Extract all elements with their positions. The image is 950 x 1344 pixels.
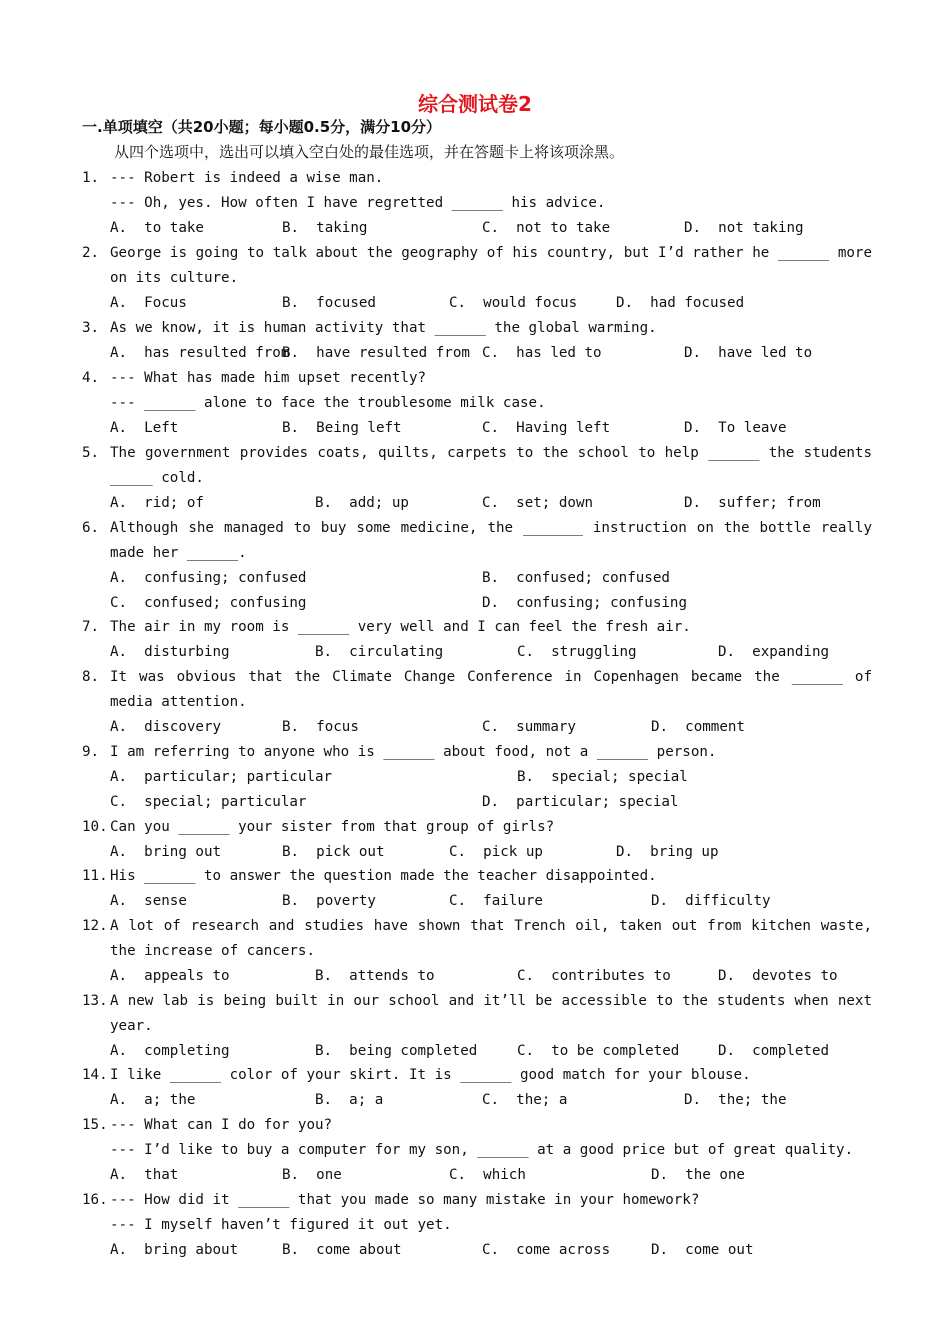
option-d: D. had focused <box>616 295 745 311</box>
question-stem: I am referring to anyone who is ______ about food, not a ______ person. <box>110 744 717 760</box>
question-stem: The air in my room is ______ very well and I can feel the fresh air. <box>110 619 691 635</box>
question-14 <box>82 1063 872 1113</box>
option-c: C. come across <box>482 1242 611 1258</box>
option-b: B. focused <box>282 295 376 311</box>
options-row <box>82 1163 872 1188</box>
question-number: 16. <box>82 1192 108 1208</box>
option-b: B. being completed <box>315 1043 478 1059</box>
question-stem: Although she managed to buy some medicine, the _______ instruction on the bottle really made her ______. <box>110 520 881 561</box>
question-number <box>82 191 110 216</box>
options-row <box>82 1039 872 1064</box>
options-row <box>82 216 872 241</box>
option-a: A. particular; particular <box>110 769 333 785</box>
question-stem: Can you ______ your sister from that group of girls? <box>110 819 555 835</box>
option-b: B. have resulted from <box>282 345 470 361</box>
options-row <box>82 566 872 591</box>
question-dialog-line: --- What can I do for you? <box>110 1117 333 1133</box>
option-b: B. focus <box>282 719 359 735</box>
option-a: A. completing <box>110 1043 230 1059</box>
option-a: A. discovery <box>110 719 222 735</box>
question-stem: The government provides coats, quilts, carpets to the school to help ______ the students _____ cold. <box>110 445 881 486</box>
question-dialog-line: --- Robert is indeed a wise man. <box>110 170 384 186</box>
option-d: D. bring up <box>616 844 719 860</box>
question-stem: His ______ to answer the question made the teacher disappointed. <box>110 868 657 884</box>
option-d: D. confusing; confusing <box>482 595 687 611</box>
option-c: C. special; particular <box>110 794 307 810</box>
options-row <box>82 1088 872 1113</box>
options-row <box>82 790 872 815</box>
option-a: A. bring about <box>110 1242 239 1258</box>
option-c: C. not to take <box>482 220 611 236</box>
question-5 <box>82 441 881 516</box>
question-number: 10. <box>82 819 108 835</box>
option-d: D. devotes to <box>718 968 838 984</box>
instruction-text: 从四个选项中，选出可以填入空白处的最佳选项，并在答题卡上将该项涂黑。 <box>114 143 625 161</box>
question-dialog-line: --- ______ alone to face the troublesome milk case. <box>110 395 546 411</box>
question-number: 3. <box>82 320 100 336</box>
options-row <box>82 964 872 989</box>
question-number <box>82 1213 110 1238</box>
option-c: C. would focus <box>449 295 578 311</box>
options-row <box>82 591 872 616</box>
option-c: C. summary <box>482 719 576 735</box>
question-dialog-line: --- What has made him upset recently? <box>110 370 427 386</box>
options-row <box>82 416 872 441</box>
option-b: B. confused; confused <box>482 570 670 586</box>
option-a: A. appeals to <box>110 968 230 984</box>
question-dialog-line: --- I’d like to buy a computer for my son, ______ at a good price but of great quality. <box>110 1142 854 1158</box>
question-13 <box>82 989 881 1064</box>
option-c: C. the; a <box>482 1092 568 1108</box>
question-8 <box>82 665 881 740</box>
question-number: 14. <box>82 1067 108 1083</box>
option-d: D. have led to <box>684 345 813 361</box>
option-b: B. one <box>282 1167 342 1183</box>
option-b: B. Being left <box>282 420 402 436</box>
question-3 <box>82 316 872 366</box>
question-number <box>82 1138 110 1163</box>
option-a: A. Left <box>110 420 179 436</box>
option-c: C. confused; confusing <box>110 595 307 611</box>
question-stem: George is going to talk about the geography of his country, but I’d rather he ______ more on its culture. <box>110 245 881 286</box>
option-d: D. come out <box>651 1242 754 1258</box>
option-c: C. to be completed <box>517 1043 680 1059</box>
option-a: A. bring out <box>110 844 222 860</box>
question-dialog-line: --- Oh, yes. How often I have regretted ______ his advice. <box>110 195 606 211</box>
option-a: A. confusing; confused <box>110 570 307 586</box>
question-10 <box>82 815 872 865</box>
question-1 <box>82 166 872 241</box>
option-c: C. set; down <box>482 495 594 511</box>
option-b: B. special; special <box>517 769 688 785</box>
option-a: A. has resulted from <box>110 345 290 361</box>
option-b: B. add; up <box>315 495 409 511</box>
question-number: 15. <box>82 1117 108 1133</box>
question-11 <box>82 864 872 914</box>
question-6 <box>82 516 881 616</box>
option-c: C. has led to <box>482 345 602 361</box>
option-c: C. which <box>449 1167 526 1183</box>
option-b: B. taking <box>282 220 368 236</box>
page-title: 综合测试卷2 <box>418 92 532 116</box>
option-d: D. completed <box>718 1043 830 1059</box>
options-row <box>82 840 872 865</box>
option-a: A. that <box>110 1167 179 1183</box>
option-c: C. failure <box>449 893 543 909</box>
options-row <box>82 765 872 790</box>
question-stem: It was obvious that the Climate Change Conference in Copenhagen became the ______ of media attention. <box>110 669 881 710</box>
question-12 <box>82 914 881 989</box>
option-a: A. to take <box>110 220 204 236</box>
option-c: C. pick up <box>449 844 543 860</box>
section-header: 一.单项填空（共20小题；每小题0.5分，满分10分） <box>82 118 442 136</box>
option-c: C. struggling <box>517 644 637 660</box>
question-number <box>82 391 110 416</box>
option-d: D. comment <box>651 719 745 735</box>
option-d: D. suffer; from <box>684 495 821 511</box>
question-number: 2. <box>82 245 100 261</box>
question-number: 4. <box>82 370 100 386</box>
option-d: D. particular; special <box>482 794 679 810</box>
option-a: A. a; the <box>110 1092 196 1108</box>
question-dialog-line: --- How did it ______ that you made so many mistake in your homework? <box>110 1192 700 1208</box>
question-number: 8. <box>82 669 100 685</box>
question-number: 13. <box>82 993 108 1009</box>
question-number: 9. <box>82 744 100 760</box>
option-a: A. sense <box>110 893 187 909</box>
option-d: D. the one <box>651 1167 745 1183</box>
question-number: 1. <box>82 170 100 186</box>
question-stem: A new lab is being built in our school and it’ll be accessible to the students when next year. <box>110 993 881 1034</box>
option-d: D. difficulty <box>651 893 771 909</box>
question-7 <box>82 615 872 665</box>
options-row <box>82 341 872 366</box>
options-row <box>82 491 872 516</box>
options-row <box>82 640 872 665</box>
question-number: 5. <box>82 445 100 461</box>
option-c: C. Having left <box>482 420 611 436</box>
option-d: D. To leave <box>684 420 787 436</box>
option-b: B. come about <box>282 1242 402 1258</box>
question-9 <box>82 740 872 815</box>
option-b: B. poverty <box>282 893 376 909</box>
question-16 <box>82 1188 872 1263</box>
option-b: B. a; a <box>315 1092 384 1108</box>
question-stem: I like ______ color of your skirt. It is ______ good match for your blouse. <box>110 1067 751 1083</box>
options-row <box>82 715 872 740</box>
question-number: 6. <box>82 520 100 536</box>
question-dialog-line: --- I myself haven’t figured it out yet. <box>110 1217 452 1233</box>
question-number: 11. <box>82 868 108 884</box>
option-c: C. contributes to <box>517 968 671 984</box>
option-b: B. attends to <box>315 968 435 984</box>
option-d: D. expanding <box>718 644 830 660</box>
question-4 <box>82 366 872 441</box>
question-number: 12. <box>82 918 108 934</box>
option-a: A. disturbing <box>110 644 230 660</box>
question-15 <box>82 1113 872 1188</box>
option-d: D. the; the <box>684 1092 787 1108</box>
option-b: B. circulating <box>315 644 444 660</box>
question-stem: A lot of research and studies have shown that Trench oil, taken out from kitchen waste, the increase of cancers. <box>110 918 881 959</box>
options-row <box>82 889 872 914</box>
question-2 <box>82 241 881 316</box>
option-d: D. not taking <box>684 220 804 236</box>
options-row <box>82 291 872 316</box>
option-a: A. rid; of <box>110 495 204 511</box>
question-number: 7. <box>82 619 100 635</box>
option-a: A. Focus <box>110 295 187 311</box>
question-stem: As we know, it is human activity that ______ the global warming. <box>110 320 657 336</box>
options-row <box>82 1238 872 1263</box>
option-b: B. pick out <box>282 844 385 860</box>
